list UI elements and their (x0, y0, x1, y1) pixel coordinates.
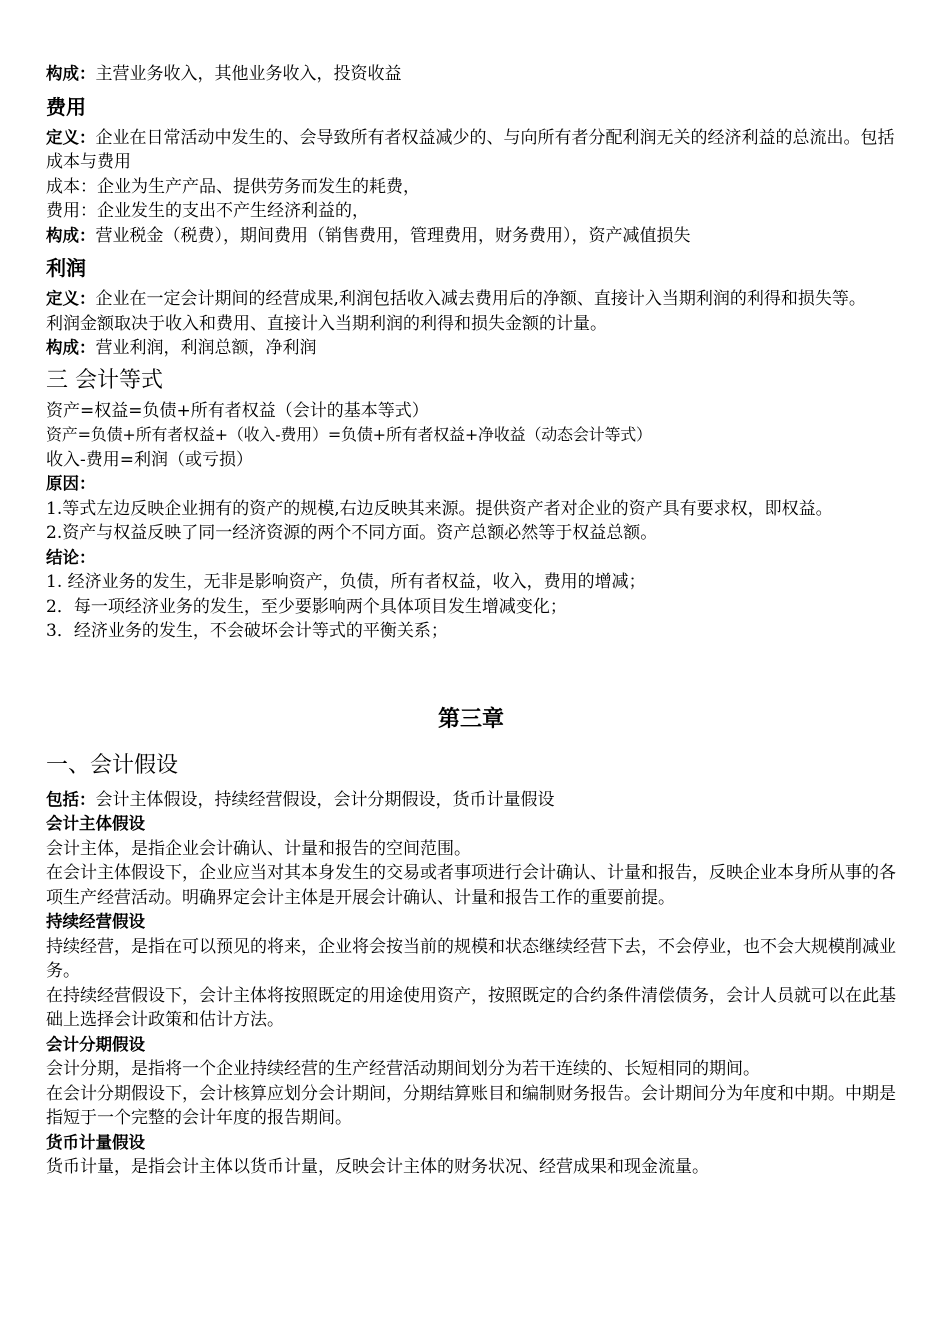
equation-line-1: 资产=权益=负债+所有者权益（会计的基本等式） (46, 400, 429, 421)
reason-label: 原因： (46, 474, 96, 493)
composition-text: 主营业务收入，其他业务收入，投资收益 (95, 64, 402, 84)
reason-2: 2.资产与权益反映了同一经济资源的两个不同方面。资产总额必然等于权益总额。 (46, 523, 658, 543)
period-heading: 会计分期假设 (46, 1034, 145, 1054)
composition-label: 构成： (46, 225, 96, 245)
conclusion-3: 3．经济业务的发生，不会破坏会计等式的平衡关系； (46, 621, 448, 641)
period-p2: 在会计分期假设下，会计核算应划分会计期间，分期结算账目和编制财务报告。会计期间分为年度和中期。中期是指短于一个完整的会计年度的报告期间。 (46, 1083, 896, 1128)
conclusion-label: 结论： (46, 547, 96, 567)
document-page (46, 62, 896, 1180)
definition-label: 定义： (46, 127, 96, 147)
entity-p1: 会计主体，是指企业会计确认、计量和报告的空间范围。 (46, 838, 471, 859)
conclusion-2: 2．每一项经济业务的发生，至少要影响两个具体项目发生增减变化； (46, 596, 567, 617)
expense-definition (46, 126, 896, 175)
equation-line-2: 资产=负债+所有者权益+（收入-费用）=负债+所有者权益+净收益（动态会计等式） (46, 425, 652, 444)
profit-heading: 利润 (46, 256, 86, 280)
entity-p2: 在会计主体假设下，企业应当对其本身发生的交易或者事项进行会计确认、计量和报告，反映企业本身所从事的各项生产经营活动。明确界定会计主体是开展会计确认、计量和报告工作的重要前提。 (46, 863, 896, 908)
going-concern-p1: 持续经营，是指在可以预见的将来，企业将会按当前的规模和状态继续经营下去，不会停业，也不会大规模削减业务。 (46, 936, 896, 981)
definition-text: 企业在日常活动中发生的、会导致所有者权益减少的、与向所有者分配利润无关的经济利益的总流出。包括成本与费用 (46, 127, 895, 172)
composition-text: 营业利润，利润总额，净利润 (95, 338, 317, 358)
reason-1: 1.等式左边反映企业拥有的资产的规模,右边反映其来源。提供资产者对企业的资产具有要求权，即权益。 (46, 498, 833, 519)
chapter-title: 第三章 (437, 706, 504, 732)
include-label: 包括： (46, 789, 96, 809)
monetary-heading: 货币计量假设 (46, 1132, 145, 1152)
going-concern-p2: 在持续经营假设下，会计主体将按照既定的用途使用资产，按照既定的合约条件清偿债务，会计人员就可以在此基础上选择会计政策和估计方法。 (46, 985, 896, 1030)
include-text: 会计主体假设，持续经营假设，会计分期假设，货币计量假设 (95, 789, 555, 810)
definition-text: 企业在一定会计期间的经营成果,利润包括收入减去费用后的净额、直接计入当期利润的利得和损失等。 (95, 289, 866, 309)
section-heading: 一、会计假设 (46, 752, 179, 778)
composition-text: 营业税金（税费），期间费用（销售费用，管理费用，财务费用），资产减值损失 (95, 225, 691, 246)
entity-heading: 会计主体假设 (46, 814, 145, 833)
equation-heading: 三 会计等式 (46, 367, 163, 393)
expense-cost-line: 成本：企业为生产产品、提供劳务而发生的耗费， (46, 176, 420, 197)
monetary-p1: 货币计量，是指会计主体以货币计量，反映会计主体的财务状况、经营成果和现金流量。 (46, 1157, 709, 1177)
profit-composition (46, 336, 896, 361)
profit-amount-line: 利润金额取决于收入和费用、直接计入当期利润的利得和损失金额的计量。 (46, 313, 607, 334)
composition-label: 构成： (46, 64, 96, 83)
composition-label: 构成： (46, 338, 96, 357)
expense-fee-line: 费用：企业发生的支出不产生经济利益的， (46, 201, 369, 221)
equation-line-3: 收入-费用=利润（或亏损） (46, 449, 253, 470)
profit-definition (46, 287, 896, 312)
revenue-composition (46, 62, 896, 87)
definition-label: 定义： (46, 289, 96, 308)
conclusion-1: 1. 经济业务的发生，无非是影响资产，负债，所有者权益，收入，费用的增减； (46, 572, 646, 592)
going-concern-heading: 持续经营假设 (46, 912, 145, 931)
expense-composition (46, 224, 896, 249)
period-p1: 会计分期，是指将一个企业持续经营的生产经营活动期间划分为若干连续的、长短相同的期间。 (46, 1059, 760, 1079)
expense-heading: 费用 (46, 94, 86, 119)
assumptions-include (46, 788, 896, 813)
